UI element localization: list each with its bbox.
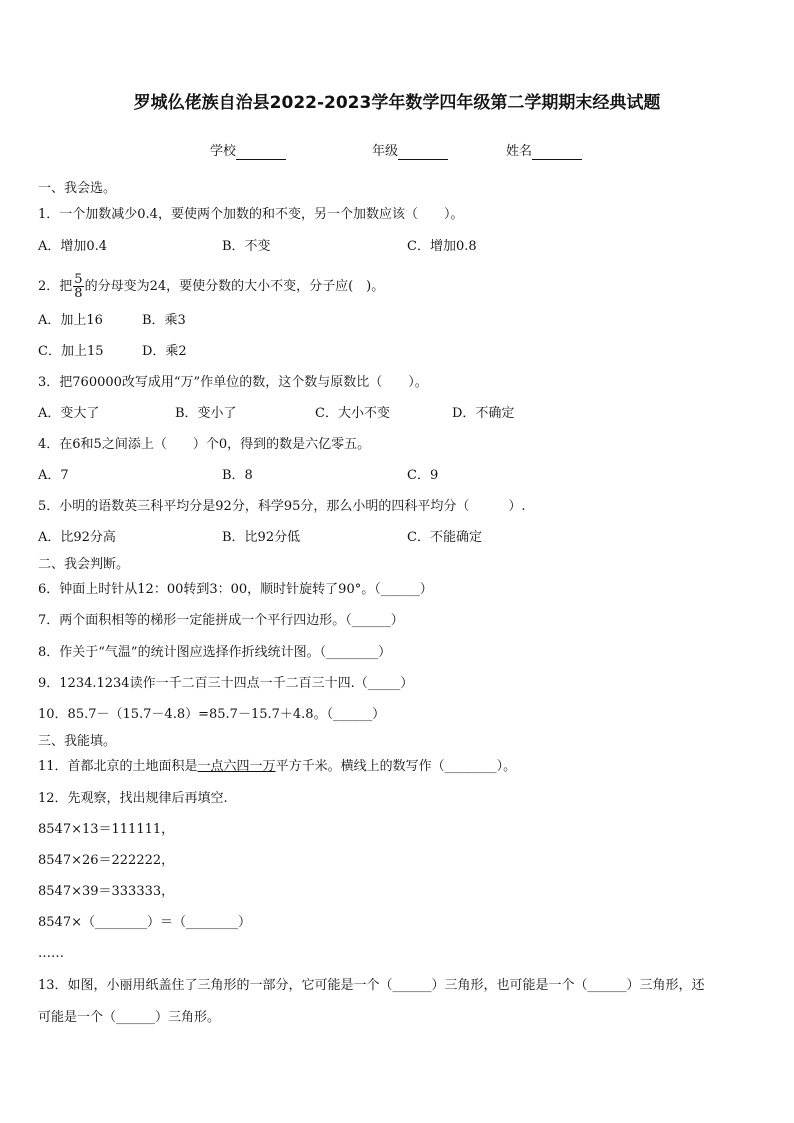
q2-option-d[interactable]: D．乘2 bbox=[142, 344, 187, 359]
q5-option-c[interactable]: C．不能确定 bbox=[407, 530, 482, 545]
q2-option-a[interactable]: A．加上16 bbox=[38, 313, 103, 328]
q11-underlined: 一点六四一万 bbox=[197, 759, 276, 774]
grade-field bbox=[372, 140, 448, 160]
q12-line-5: …… bbox=[38, 946, 64, 961]
question-7: 7．两个面积相等的梯形一定能拼成一个平行四边形。（______） bbox=[38, 613, 404, 628]
q11-text-pre: 11．首都北京的土地面积是 bbox=[38, 759, 198, 774]
question-6: 6．钟面上时针从12：00转到3：00，顺时针旋转了90°。（______） bbox=[38, 582, 433, 597]
q3-option-d[interactable]: D．不确定 bbox=[452, 406, 515, 421]
q2-text-post: 的分母变为24，要使分数的大小不变，分子应( )。 bbox=[84, 279, 385, 294]
q11-text-post: 平方千米。横线上的数写作（________）。 bbox=[275, 759, 517, 774]
q2-fraction bbox=[73, 273, 83, 300]
q5-option-a[interactable]: A．比92分高 bbox=[38, 530, 116, 545]
section-heading-3: 三、我能填。 bbox=[38, 734, 117, 749]
q12-line-4: 8547×（________）＝（________） bbox=[38, 915, 251, 930]
question-13-line-2: 可能是一个（______）三角形。 bbox=[38, 1010, 221, 1025]
q2-option-b[interactable]: B．乘3 bbox=[142, 313, 186, 328]
page-title: 罗城仫佬族自治县2022-2023学年数学四年级第二学期期末经典试题 bbox=[133, 93, 661, 113]
name-label: 姓名 bbox=[506, 144, 533, 159]
question-13-line-1: 13．如图，小丽用纸盖住了三角形的一部分，它可能是一个（______）三角形，也可能是一个（______）三角形，还 bbox=[38, 978, 705, 993]
school-field bbox=[210, 140, 286, 160]
question-2 bbox=[38, 273, 384, 300]
q4-option-c[interactable]: C．9 bbox=[407, 468, 439, 483]
school-label: 学校 bbox=[210, 144, 237, 159]
section-heading-2: 二、我会判断。 bbox=[38, 557, 130, 572]
q12-line-1: 8547×13＝111111， bbox=[38, 822, 175, 837]
q1-option-a[interactable]: A．增加0.4 bbox=[38, 239, 108, 254]
q4-option-b[interactable]: B．8 bbox=[222, 468, 253, 483]
question-5: 5．小明的语数英三科平均分是92分，科学95分，那么小明的四科平均分（ ）. bbox=[38, 499, 526, 514]
q2-numerator: 5 bbox=[74, 272, 83, 287]
question-10: 10．85.7－（15.7－4.8）=85.7－15.7＋4.8。（______） bbox=[38, 707, 386, 722]
question-8: 8．作关于“气温”的统计图应选择作折线统计图。（________） bbox=[38, 645, 392, 660]
q12-line-3: 8547×39＝333333， bbox=[38, 884, 175, 899]
grade-blank[interactable] bbox=[398, 144, 448, 160]
grade-label: 年级 bbox=[372, 144, 399, 159]
name-blank[interactable] bbox=[532, 144, 582, 160]
q12-line-2: 8547×26＝222222， bbox=[38, 853, 175, 868]
q3-option-c[interactable]: C．大小不变 bbox=[315, 406, 390, 421]
question-11 bbox=[38, 759, 516, 775]
question-1: 1．一个加数减少0.4，要使两个加数的和不变，另一个加数应该（ ）。 bbox=[38, 207, 464, 222]
q3-option-b[interactable]: B．变小了 bbox=[175, 406, 237, 421]
q1-option-b[interactable]: B．不变 bbox=[222, 239, 271, 254]
question-9: 9．1234.1234读作一千二百三十四点一千二百三十四.（_____） bbox=[38, 676, 414, 691]
school-blank[interactable] bbox=[236, 144, 286, 160]
question-3: 3．把760000改写成用“万”作单位的数，这个数与原数比（ ）。 bbox=[38, 375, 428, 390]
q2-denominator: 8 bbox=[74, 286, 83, 301]
q5-option-b[interactable]: B．比92分低 bbox=[222, 530, 301, 545]
question-12: 12．先观察，找出规律后再填空. bbox=[38, 791, 228, 806]
section-heading-1: 一、我会选。 bbox=[38, 181, 117, 196]
question-4: 4．在6和5之间添上（ ）个0，得到的数是六亿零五。 bbox=[38, 437, 371, 452]
name-field bbox=[506, 140, 582, 160]
q2-text-pre: 2．把 bbox=[38, 279, 73, 294]
q1-option-c[interactable]: C．增加0.8 bbox=[407, 239, 477, 254]
q2-option-c[interactable]: C．加上15 bbox=[38, 344, 104, 359]
q3-option-a[interactable]: A．变大了 bbox=[38, 406, 100, 421]
q4-option-a[interactable]: A．7 bbox=[38, 468, 69, 483]
